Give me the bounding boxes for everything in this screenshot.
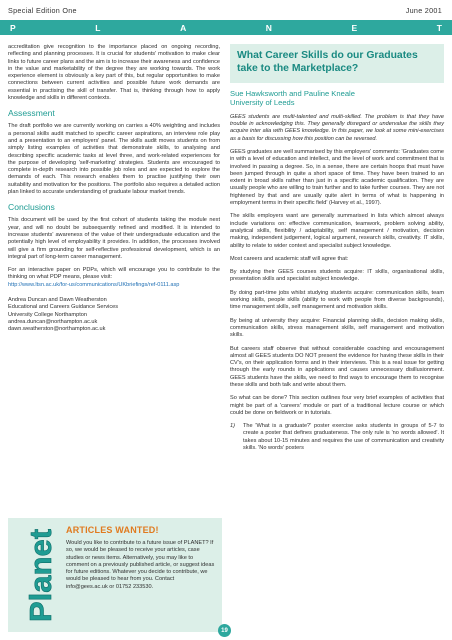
pdp-link[interactable]: http://www.ltsn.ac.uk/for-us/communications/UKbriefings/ref-0111.asp xyxy=(8,281,180,288)
paragraph: But careers staff observe that without considerable coaching and encouragement almost all GEES students DO NOT present the evidence for having these skills in their CV's, on their application forms and in their interviews. This is a real issue for getting through the early rounds in applications and causes unnecessary disillusionment. GEES students have the skills, we need to find ways to encourage them to recognise these skills and both talk and write about them. xyxy=(230,345,444,388)
page-number: 19 xyxy=(218,624,231,637)
header-right: June 2001 xyxy=(405,6,442,15)
pdp-invite-text: For an interactive paper on PDPs, which will encourage you to contribute to the thinking on what PDP means, please visit: xyxy=(8,267,220,281)
author-affiliation: University of Leeds xyxy=(230,98,295,108)
paragraph: GEES graduates are well summarised by this employers' comments: 'Graduates come in with a level of education and intellect, and the level of work and commitment that is involved in passing a degree. So, in a sense, there are certain hoops that must have been jumped through in quite a short space of time. They have been trained to an extent in broad skills rather than just in a specific academic qualification. They are usually people who are willing to train further and to take further courses. They are not frightened by that and are usually quite alert in terms of what is happening in employment terms in their specific field' (Harvey et al., 1997). xyxy=(230,148,444,207)
banner-letter: E xyxy=(351,22,358,33)
banner-letter: N xyxy=(265,22,272,33)
planet-logo xyxy=(18,526,58,626)
articles-wanted-title: ARTICLES WANTED! xyxy=(66,525,159,535)
articles-wanted-text: Would you like to contribute to a future issue of PLANET? If so, we would be pleased to receive your articles, case studies or news items. Alternatively, you may like to comment on a previously published article, or suggest ideas for future editions. Whatever you decide to contribute, we would be pleased to hear from you. Contact info@gees.ac.uk or 01752 233530. xyxy=(66,540,215,590)
article-title: What Career Skills do our Graduates take to the Marketplace? xyxy=(237,50,418,74)
right-column xyxy=(230,44,444,458)
paragraph: By doing part-time jobs whilst studying students acquire: communication skills, team working skills, people skills (ability to work with people from diverse backgrounds), time management skills, self management and motivation skills. xyxy=(230,289,444,311)
contact-line: Andrea Duncan and Dawn Weatherston xyxy=(8,297,107,304)
articles-wanted-box xyxy=(8,518,222,632)
planet-banner xyxy=(0,20,452,35)
left-column xyxy=(8,44,220,334)
paragraph: Most careers and academic staff will agree that: xyxy=(230,255,349,262)
paragraph: This document will be used by the first cohort of students taking the module next year, and will no doubt be subsequently refined and modified. It is intended to increase students' awareness of the value of their undergraduate education and the potentially high level of employability it provides. In addition, the processes involved will give a firm grounding for self-reflective professional development, which is an integral part of long-term career management. xyxy=(8,217,220,260)
banner-letter: T xyxy=(436,22,442,33)
contact-block xyxy=(8,297,220,333)
author-names: Sue Hawksworth and Pauline Kneale xyxy=(230,88,355,98)
banner-letter: A xyxy=(180,22,187,33)
paragraph: The draft portfolio we are currently working on carries a 40% weighting and includes a personal skills audit matched to specific career aspirations, an interview role play and a presentation to an employers' panel. The skills audit moves students on from simply listing examples of activities that demonstrate skills, to analysing and describing specific academic tasks at level three, and work-related experiences for the purpose of developing 'self-marketing' strategies. Students are encouraged to complete in-depth research into possible job roles and are expected to explore the demands of each. This research enables them to practise justifying their own suitability and motivation for the positions. The portfolio also requires a detailed action plan linked to accurate understanding of graduate labour market trends. xyxy=(8,123,220,196)
paragraph: By being at university they acquire: Financial planning skills, decision making skills, communication skills, stress management skills, self management and motivation skills. xyxy=(230,317,444,339)
paragraph: The skills employers want are generally summarised in lists which almost always include variations on: effective communication, teamwork, problem solving ability, analytical skills, flexibility / adaptability, self management / motivation, decision making, independent judgement, logical argument, research skills, creativity. IT skills, ability to relate to wider context and specialist subject knowledge. xyxy=(230,213,444,249)
list-number: 1) xyxy=(230,423,235,430)
planet-logo-text: Planet xyxy=(23,528,58,622)
contact-email[interactable]: andrea.duncan@northampton.ac.uk xyxy=(8,318,98,325)
contact-line: University College Northampton xyxy=(8,311,87,318)
banner-letter: P xyxy=(10,22,16,33)
paragraph: So what can be done? This section outlines four very brief examples of activities that might be part of a 'careers' module or part of a traditional lecture course or which could be done on fieldwork or in tutorials. xyxy=(230,395,444,416)
section-heading-assessment: Assessment xyxy=(8,108,55,119)
list-text: The 'What is a graduate?' poster exercise asks students in groups of 5-7 to create a poster that defines graduateness. The only rule is 'no words allowed'. It takes about 10-15 minutes and requires the use of communication and creativity skills. 'No words' posters xyxy=(243,423,444,452)
section-heading-conclusions: Conclusions xyxy=(8,202,55,213)
banner-letter: L xyxy=(95,22,101,33)
paragraph: accreditation give recognition to the importance placed on ongoing recording, reflecting and planning processes. It is crucial for students' motivation to make clear links to future career plans and the aim is to increase their awareness and confidence in the value and marketability of the degree they are working towards. The work experience element is obviously a key part of this, but regular opportunities to make connections between current activities and possible future work demands are essential in practising the skill of transfer. That is, thinking through how to apply knowledge and skills in different contexts. xyxy=(8,44,220,102)
article-authors xyxy=(230,89,444,108)
paragraph xyxy=(8,267,220,289)
paragraph: By studying their GEES courses students acquire: IT skills, organisational skills, presentation skills and specialist subject knowledge. xyxy=(230,269,444,283)
article-abstract: GEES students are multi-talented and multi-skilled. The problem is that they have trouble in acknowledging this. They generally disregard or undervalue the skills they acquire inter alia with GEES knowledge. In this paper, we look at some mini-exercises as a basis for discussing how this position can be reversed. xyxy=(230,113,444,142)
article-title-box xyxy=(230,44,444,83)
contact-line: Educational and Careers Guidance Services xyxy=(8,304,119,311)
contact-email[interactable]: dawn.weatherston@northampton.ac.uk xyxy=(8,326,106,333)
header-left: Special Edition One xyxy=(8,6,77,15)
list-item xyxy=(230,423,444,458)
